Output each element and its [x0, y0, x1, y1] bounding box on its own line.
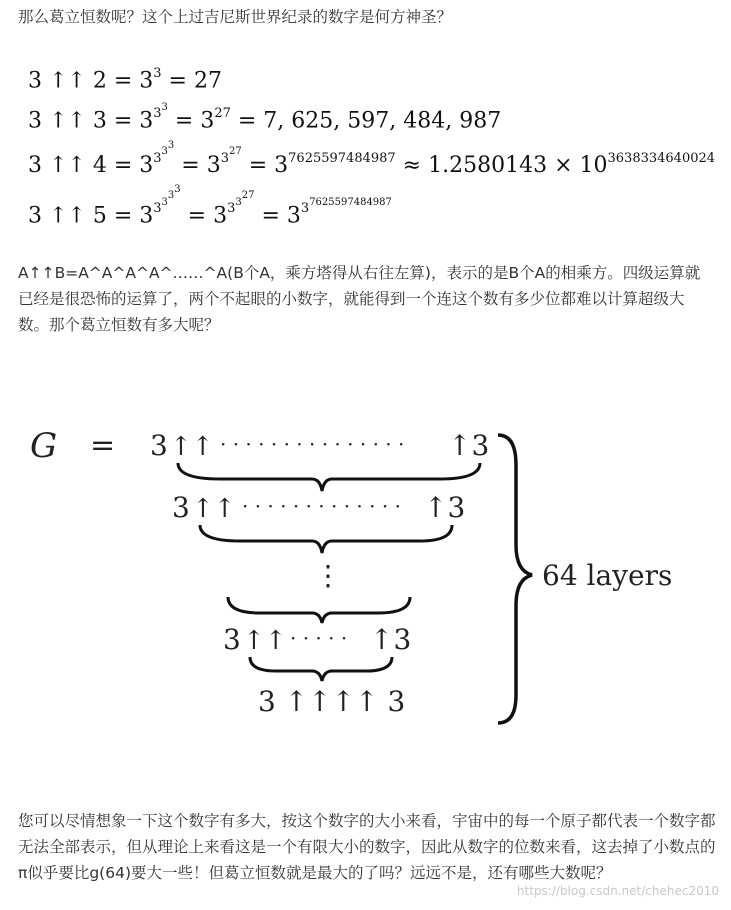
row4-expression: 3 ↑↑↑↑ 3 [258, 685, 406, 718]
row2-brace [200, 525, 452, 553]
row2-arrows: ↑↑ [192, 494, 236, 524]
row3-dots: · · · · · [290, 626, 348, 650]
row1-dots: · · · · · · · · · · · · · · · [220, 432, 405, 456]
graham-number-figure [20, 405, 700, 735]
row3-left: 3 [223, 623, 241, 656]
explanation-paragraph: A↑↑B=A^A^A^A^……^A(B个A，乘方塔得从右往左算)，表示的是B个A的相乘方。四级运算就已经是很恐怖的运算了，两个不起眼的小数字，就能得到一个连这个数有多少位都难以计算超级大数。那个葛立恒数有多大呢？ [18, 264, 701, 334]
row3-arrows: ↑↑ [243, 626, 287, 656]
equation-tetration-4: 3 ↑↑ $4 = 3^{3^{3^3}} = 3^{3^{27}} = 3^{7625597484987} \approx 1.2580143 \times 10^{3638334640024}$ [28, 140, 716, 178]
row1-right: ↑3 [448, 429, 490, 462]
row2-right: ↑3 [424, 491, 466, 524]
layers-brace [498, 435, 532, 723]
equation-tetration-5: 3 ↑↑ $5 = 3^{3^{3^{3^3}}} = 3^{3^{3^{27}}} = 3^{3^{7625597484987}}$ [28, 184, 392, 229]
equation-tetration-3: 3 ↑↑ $3 = 3^{3^3} = 3^{27} = 7$, 625, 597, 484, 987 [28, 102, 502, 134]
row3-upper-brace [228, 597, 410, 623]
row1-left: 3 [150, 429, 168, 462]
row2-dots: · · · · · · · · · · · · · [242, 494, 401, 518]
intro-paragraph: 那么葛立恒数呢？这个上过吉尼斯世界纪录的数字是何方神圣？ [18, 8, 453, 26]
final-paragraph: 您可以尽情想象一下这个数字有多大，按这个数字的大小来看，宇宙中的每一个原子都代表一个数字都无法全部表示，但从理论上来看这是一个有限大小的数字，因此从数字的位数来看，这去掉了小数点的π似乎要比g(64)要大一些！但葛立恒数就是最大的了吗？远远不是，还有哪些大数呢？ [18, 812, 716, 882]
row2-left: 3 [172, 491, 190, 524]
equation-tetration-2: 3 ↑↑ $2 = 3^3 = 27$ [28, 66, 222, 94]
g-label: G [30, 426, 58, 466]
row1-arrows: ↑↑ [170, 432, 214, 462]
row1-brace [178, 463, 480, 491]
layers-label: 64 layers [542, 559, 673, 592]
row3-right: ↑3 [370, 623, 412, 656]
equals-sign: = [90, 428, 116, 463]
csdn-watermark: https://blog.csdn.net/chehec2010 [516, 884, 719, 898]
row3-brace [250, 657, 392, 681]
vertical-dots: ⋮ [314, 559, 342, 592]
